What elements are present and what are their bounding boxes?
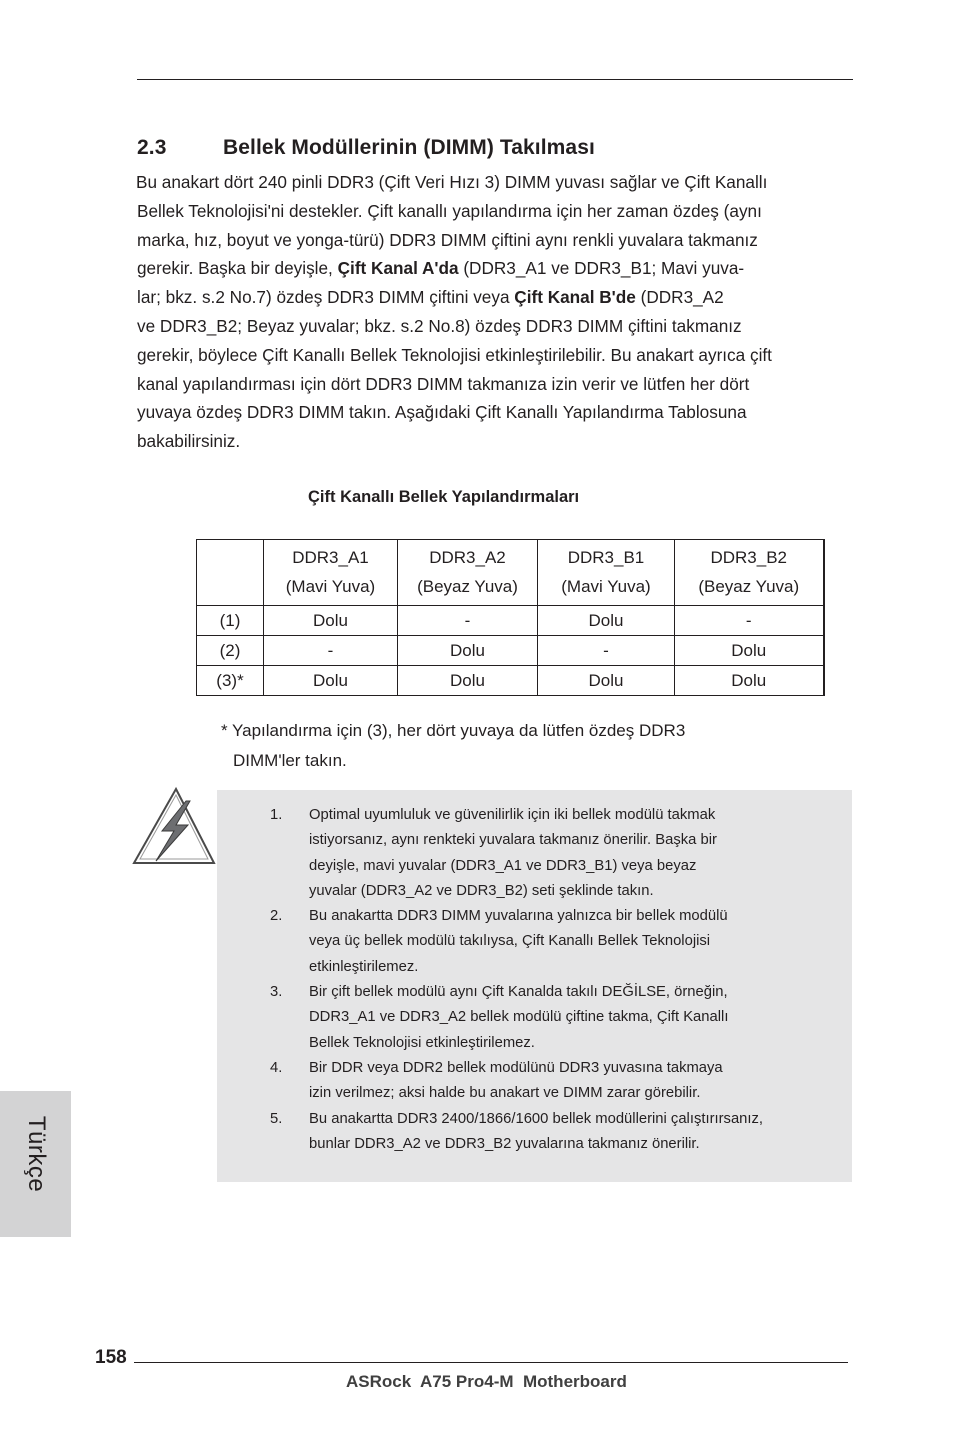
table-cell: Dolu	[264, 666, 398, 696]
note-line: Bu anakartta DDR3 DIMM yuvalarına yalnızca bir bellek modülü	[309, 908, 728, 925]
table-header-cell: DDR3_A2 (Beyaz Yuva)	[398, 540, 538, 606]
intro-line	[137, 398, 859, 427]
table-cell: Dolu	[675, 636, 824, 666]
note-number: 3.	[270, 984, 283, 1001]
footnote-line: * Yapılandırma için (3), her dört yuvaya da lütfen özdeş DDR3	[221, 721, 686, 740]
note-line: etkinleştirilemez.	[309, 958, 419, 975]
intro-line	[137, 254, 859, 283]
text-run: bakabilirsiniz.	[137, 431, 241, 452]
text-run: (DDR3_A2	[635, 287, 724, 308]
note-text	[309, 1107, 850, 1158]
table-header-row	[197, 540, 824, 606]
dual-channel-config-table	[196, 539, 825, 696]
intro-paragraph	[137, 168, 859, 456]
table-title: Çift Kanallı Bellek Yapılandırmaları	[308, 488, 580, 506]
note-item	[270, 803, 850, 904]
text-run: yuvaya özdeş DDR3 DIMM takın. Aşağıdaki Çift Kanallı Yapılandırma Tablosuna	[137, 402, 747, 423]
note-item	[270, 904, 850, 980]
table-cell: Dolu	[264, 606, 398, 636]
text-run: lar; bkz. s.2 No.7) özdeş DDR3 DIMM çiftini veya	[137, 287, 515, 308]
note-number: 1.	[270, 807, 283, 823]
text-run: Bu anakart dört 240 pinli DDR3 (Çift Veri Hızı 3) DIMM yuvası sağlar ve Çift Kanallı	[136, 172, 768, 192]
table-cell: -	[538, 636, 675, 666]
note-item	[270, 980, 850, 1056]
section-title: Bellek Modüllerinin (DIMM) Takılması	[223, 136, 595, 159]
intro-line	[137, 283, 859, 312]
table-cell: Dolu	[398, 666, 538, 696]
row-label: (1)	[197, 606, 264, 636]
bottom-rule	[134, 1362, 848, 1363]
bold-term: Çift Kanal A'da	[337, 258, 459, 279]
notes-list	[270, 803, 850, 1157]
note-line: bunlar DDR3_A2 ve DDR3_B2 yuvalarına takmanız önerilir.	[309, 1135, 700, 1152]
text-run: gerekir. Başka bir deyişle,	[137, 258, 338, 279]
bold-term: Çift Kanal B'de	[514, 287, 636, 308]
table-footnote	[221, 716, 685, 776]
table-corner-cell	[197, 540, 264, 606]
text-run: Bellek Teknolojisi'ni destekler. Çift kanallı yapılandırma için her zaman özdeş (aynı	[137, 200, 762, 221]
table-header-cell: DDR3_B1 (Mavi Yuva)	[538, 540, 675, 606]
note-text	[309, 803, 850, 904]
table-row	[197, 606, 824, 636]
intro-line	[137, 427, 859, 456]
row-label: (3)*	[197, 666, 264, 696]
row-label: (2)	[197, 636, 264, 666]
intro-line	[136, 168, 859, 197]
warning-lightning-icon	[130, 785, 218, 867]
note-line: deyişle, mavi yuvalar (DDR3_A1 ve DDR3_B1) veya beyaz	[309, 857, 697, 874]
table-row	[197, 636, 824, 666]
note-line: izin verilmez; aksi halde bu anakart ve DIMM zarar görebilir.	[309, 1085, 701, 1102]
table-header-cell: DDR3_B2 (Beyaz Yuva)	[675, 540, 824, 606]
intro-line	[137, 312, 859, 341]
note-item	[270, 1107, 850, 1158]
text-run: marka, hız, boyut ve yonga-türü) DDR3 DIMM çiftini aynı renkli yuvalara takmanız	[137, 229, 758, 250]
table-cell: -	[264, 636, 398, 666]
table-cell: Dolu	[398, 636, 538, 666]
note-line: yuvalar (DDR3_A2 ve DDR3_B2) seti şeklinde takın.	[309, 882, 654, 899]
text-run: kanal yapılandırması için dört DDR3 DIMM takmanıza izin verir ve lütfen her dört	[137, 373, 750, 394]
note-text	[309, 980, 850, 1056]
text-run: gerekir, böylece Çift Kanallı Bellek Teknolojisi etkinleştirilebilir. Bu anakart ayrıca çift	[137, 344, 772, 365]
note-line: veya üç bellek modülü takılıysa, Çift Kanallı Bellek Teknolojisi	[309, 933, 711, 950]
note-item	[270, 1056, 850, 1107]
table-cell: Dolu	[538, 606, 675, 636]
text-run: (DDR3_A1 ve DDR3_B1; Mavi yuva-	[458, 258, 745, 279]
note-text	[309, 1056, 850, 1107]
note-number: 2.	[270, 908, 283, 925]
note-text	[309, 904, 850, 980]
intro-line	[137, 226, 859, 255]
table-cell: -	[398, 606, 538, 636]
intro-line	[137, 341, 859, 370]
note-line: Bir DDR veya DDR2 bellek modülünü DDR3 yuvasına takmaya	[309, 1059, 723, 1076]
intro-line	[137, 197, 859, 226]
footnote-line: DIMM'ler takın.	[233, 751, 347, 770]
note-line: Bir çift bellek modülü aynı Çift Kanalda takılı DEĞİLSE, örneğin,	[309, 984, 728, 1001]
table-cell: Dolu	[538, 666, 675, 696]
table-cell: -	[675, 606, 824, 636]
footer-title: ASRock A75 Pro4-M Motherboard	[346, 1372, 627, 1391]
note-number: 4.	[270, 1059, 283, 1076]
note-line: DDR3_A1 ve DDR3_A2 bellek modülü çiftine takma, Çift Kanallı	[309, 1009, 729, 1026]
table-row	[197, 666, 824, 696]
note-line: Bu anakartta DDR3 2400/1866/1600 bellek modüllerini çalıştırırsanız,	[309, 1110, 764, 1127]
page-number: 158	[95, 1347, 127, 1368]
table-cell: Dolu	[675, 666, 824, 696]
note-line: istiyorsanız, aynı renkteki yuvalara takmanız önerilir. Başka bir	[309, 832, 717, 849]
text-run: ve DDR3_B2; Beyaz yuvalar; bkz. s.2 No.8) özdeş DDR3 DIMM çiftini takmanız	[137, 315, 742, 336]
top-rule	[137, 79, 853, 80]
note-line: Bellek Teknolojisi etkinleştirilemez.	[309, 1034, 535, 1051]
section-number: 2.3	[137, 136, 167, 159]
note-line: Optimal uyumluluk ve güvenilirlik için iki bellek modülü takmak	[309, 807, 716, 823]
language-label: Türkçe	[23, 1115, 50, 1193]
section-heading	[137, 136, 595, 160]
note-number: 5.	[270, 1110, 283, 1127]
table-header-cell: DDR3_A1 (Mavi Yuva)	[264, 540, 398, 606]
intro-line	[137, 370, 859, 399]
